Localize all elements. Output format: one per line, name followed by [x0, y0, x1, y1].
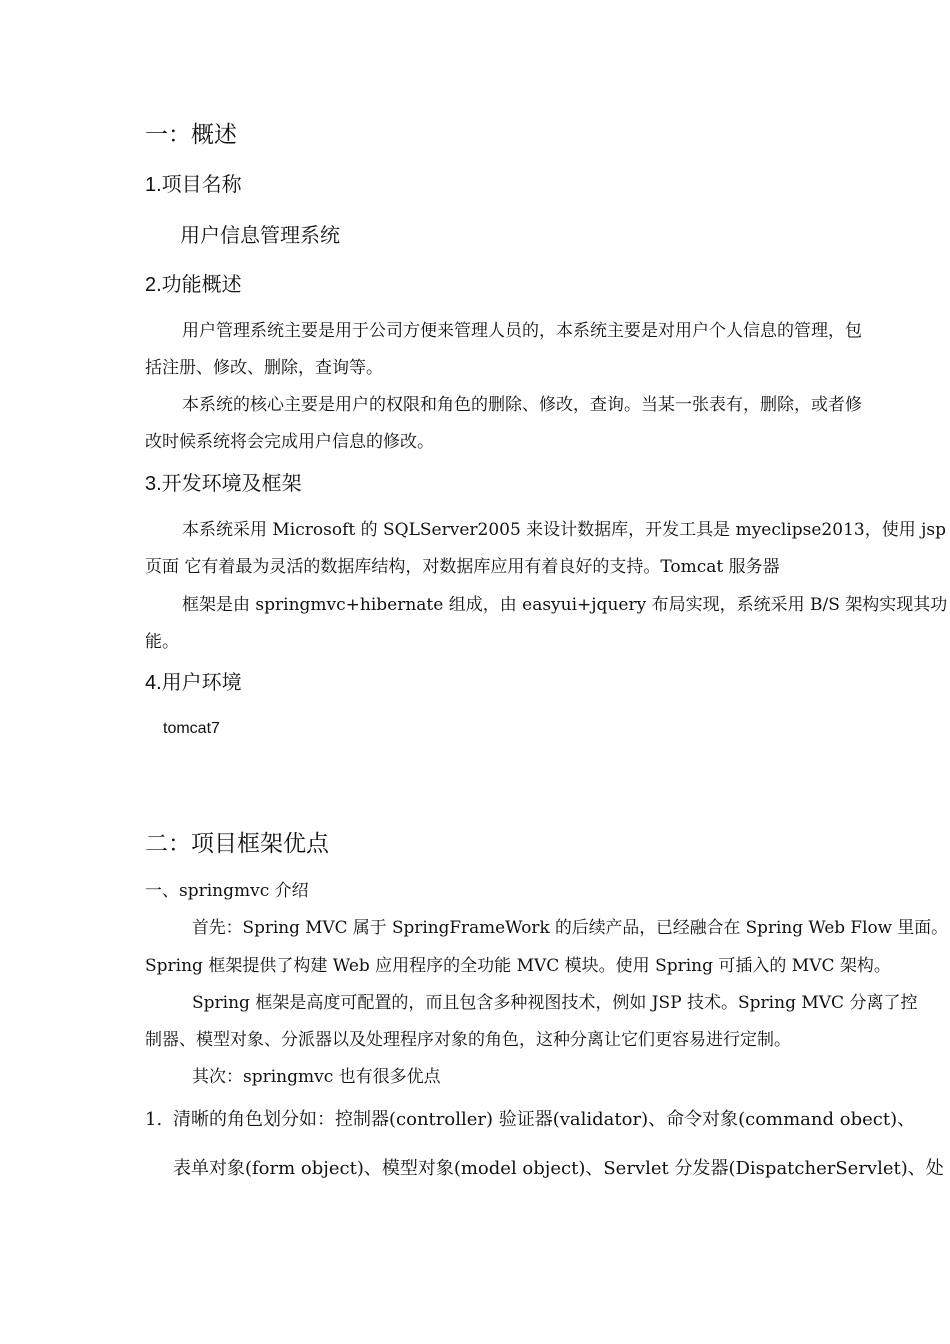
list-item-line1: 清晰的角色划分如：控制器(controller) 验证器(validator)、命令对象(command obect)、 — [173, 1109, 916, 1130]
env-paragraph2-line2: 能。 — [145, 632, 179, 652]
user-env-heading: 4.用户环境 — [145, 672, 242, 694]
list-item-line2: 表单对象(form object)、模型对象(model object)、Servlet 分发器(DispatcherServlet)、处 — [173, 1158, 944, 1179]
project-name: 用户信息管理系统 — [180, 223, 340, 247]
intro-paragraph2-line2: 制器、模型对象、分派器以及处理程序对象的角色，这种分离让它们更容易进行定制。 — [145, 1030, 791, 1050]
list-item-number: 1. — [145, 1109, 163, 1130]
project-name-heading: 1.项目名称 — [145, 174, 242, 196]
intro-paragraph1-line1: 首先：Spring MVC 属于 SpringFrameWork 的后续产品，已经融合在 Spring Web Flow 里面。 — [192, 918, 948, 938]
func-paragraph1-line2: 括注册、修改、删除，查询等。 — [145, 358, 383, 378]
intro-paragraph3: 其次：springmvc 也有很多优点 — [192, 1067, 441, 1087]
springmvc-intro-heading: 一、springmvc 介绍 — [145, 881, 309, 901]
intro-paragraph1-line2: Spring 框架提供了构建 Web 应用程序的全功能 MVC 模块。使用 Spring 可插入的 MVC 架构。 — [145, 956, 891, 976]
func-paragraph2-line2: 改时候系统将会完成用户信息的修改。 — [145, 432, 434, 452]
func-paragraph2-line1: 本系统的核心主要是用户的权限和角色的删除、修改，查询。当某一张表有，删除，或者修 — [182, 395, 862, 415]
section1-heading: 一：概述 — [145, 122, 237, 148]
env-paragraph2-line1: 框架是由 springmvc+hibernate 组成，由 easyui+jquery 布局实现，系统采用 B/S 架构实现其功 — [182, 595, 948, 615]
dev-env-heading: 3.开发环境及框架 — [145, 473, 302, 495]
section2-heading: 二：项目框架优点 — [145, 831, 329, 857]
env-paragraph1-line2: 页面 它有着最为灵活的数据库结构，对数据库应用有着良好的支持。Tomcat 服务器 — [145, 557, 780, 577]
intro-paragraph2-line1: Spring 框架是高度可配置的，而且包含多种视图技术，例如 JSP 技术。Spring MVC 分离了控 — [192, 993, 918, 1013]
user-env-value: tomcat7 — [163, 720, 220, 737]
func-paragraph1-line1: 用户管理系统主要是用于公司方便来管理人员的，本系统主要是对用户个人信息的管理，包 — [182, 321, 862, 341]
function-overview-heading: 2.功能概述 — [145, 274, 242, 296]
env-paragraph1-line1: 本系统采用 Microsoft 的 SQLServer2005 来设计数据库，开发工具是 myeclipse2013，使用 jsp — [182, 520, 946, 540]
